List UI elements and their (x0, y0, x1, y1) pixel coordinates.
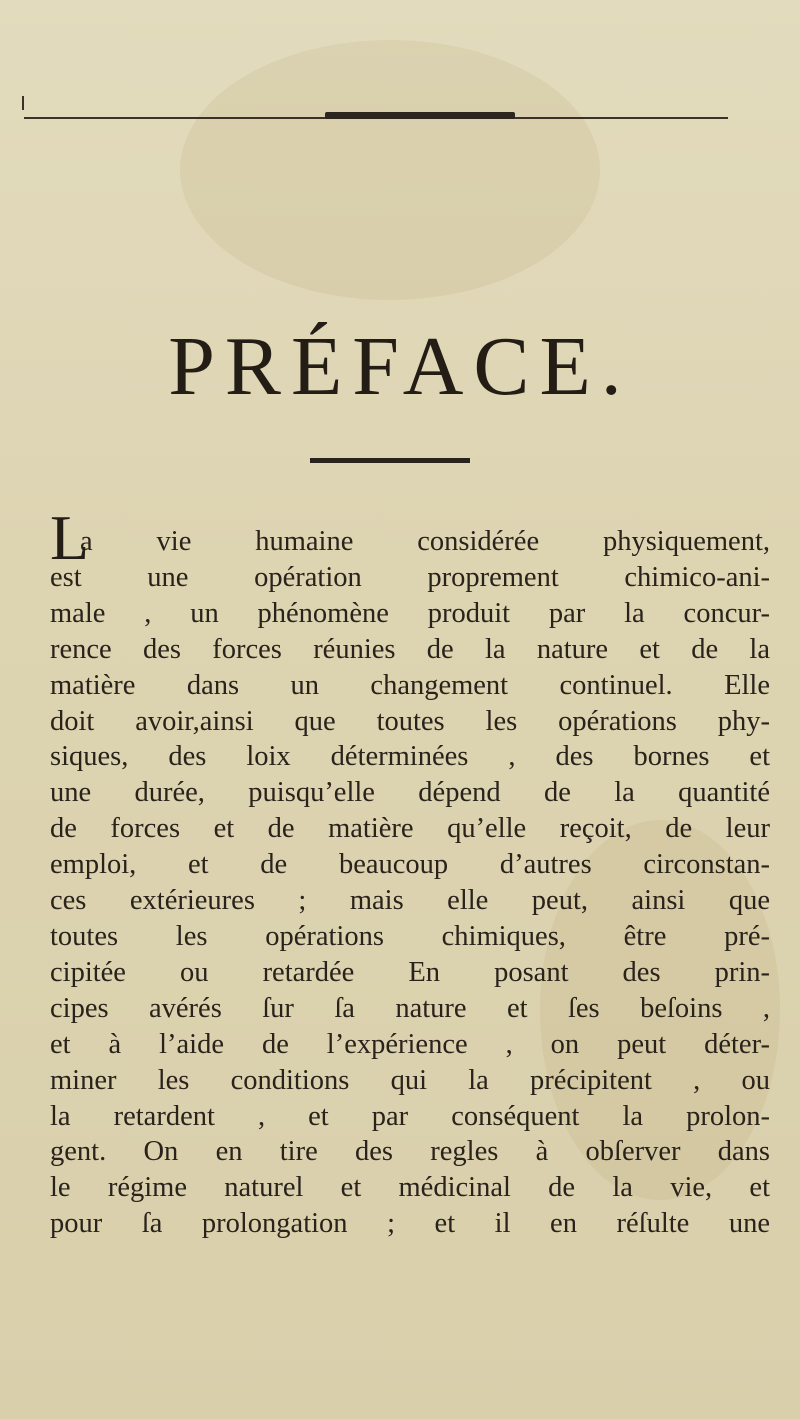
text-line: matière dans un changement continuel. Elle (50, 669, 770, 701)
text-line: cipitée ou retardée En posant des prin- (50, 956, 770, 988)
paper-stain (180, 40, 600, 300)
header-tick-mark (22, 96, 24, 110)
text-line: miner les conditions qui la précipitent , ou (50, 1064, 770, 1096)
preface-text (50, 498, 770, 1242)
text-line: pour ſa prolongation ; et il en réſulte une (50, 1208, 770, 1240)
text-line: est une opération proprement chimico-ani- (50, 561, 770, 593)
text-line: la retardent , et par conséquent la prolon- (50, 1100, 770, 1132)
text-line: male , un phénomène produit par la concur- (50, 597, 770, 629)
text-line: de forces et de matière qu’elle reçoit, de leur (50, 813, 770, 845)
text-line: cipes avérés ſur ſa nature et ſes beſoins , (50, 992, 770, 1024)
text-line: siques, des loix déterminées , des bornes et (50, 741, 770, 773)
first-line (50, 498, 770, 573)
text-line: une durée, puisqu’elle dépend de la quantité (50, 777, 770, 809)
text-line: a vie humaine considérée physiquement, (80, 526, 770, 557)
text-line: ces extérieures ; mais elle peut, ainsi que (50, 885, 770, 917)
text-line: rence des forces réunies de la nature et de la (50, 633, 770, 665)
text-line: doit avoir,ainsi que toutes les opérations phy- (50, 705, 770, 737)
title-rule (310, 458, 470, 463)
text-line: emploi, et de beaucoup d’autres circonstan- (50, 849, 770, 881)
text-line: le régime naturel et médicinal de la vie, et (50, 1172, 770, 1204)
text-line: toutes les opérations chimiques, être pré- (50, 920, 770, 952)
header-rule-ornament (325, 112, 515, 119)
text-line: gent. On en tire des regles à obſerver dans (50, 1136, 770, 1168)
text-line: et à l’aide de l’expérience , on peut déter- (50, 1028, 770, 1060)
drop-cap: L (50, 502, 90, 573)
page-title: PRÉFACE. (168, 320, 632, 413)
